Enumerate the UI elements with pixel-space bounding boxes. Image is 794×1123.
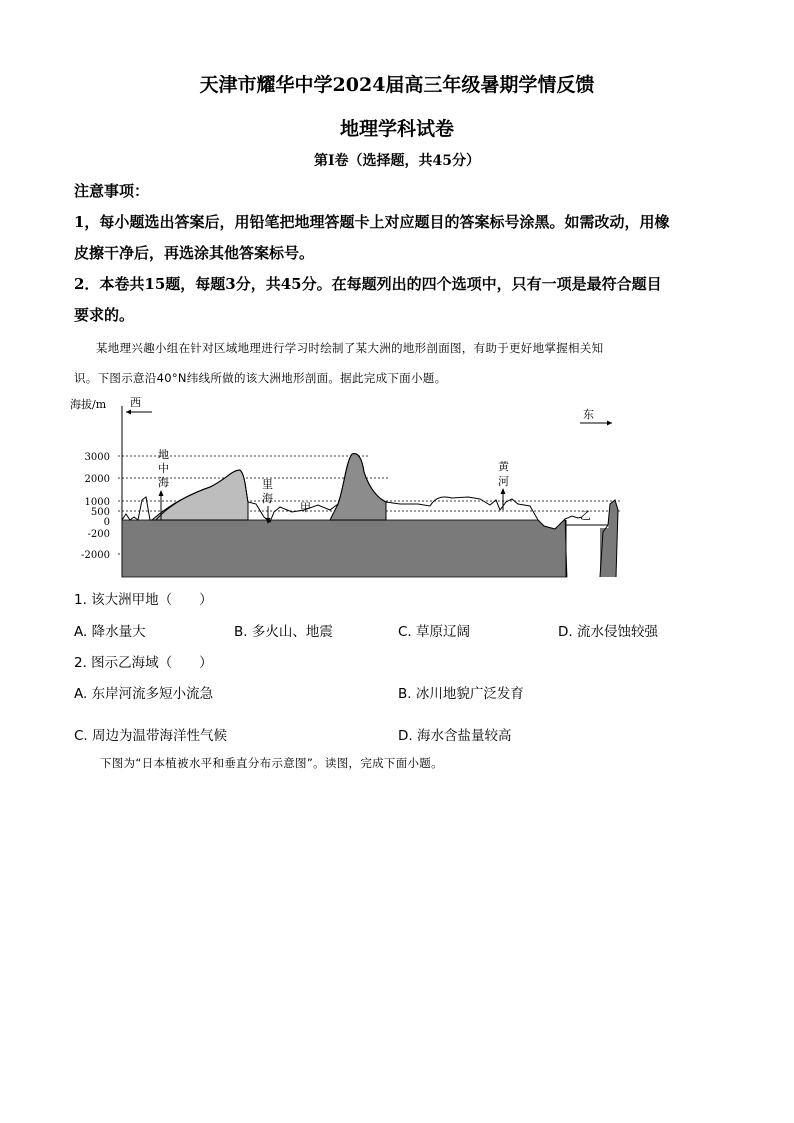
label-jia: 甲	[300, 501, 311, 514]
tick-minus-2000: -2000	[81, 550, 110, 561]
tick-minus-200: -200	[87, 529, 110, 540]
note-2-line-2: 要求的。	[74, 306, 135, 324]
label-caspian-1: 里	[262, 478, 273, 491]
label-mediterranean-2: 中	[158, 462, 169, 475]
section-heading: 第I卷（选择题，共45分）	[313, 153, 481, 169]
note-1-line-2: 皮擦干净后，再选涂其他答案标号。	[74, 244, 315, 262]
central-mountain	[330, 454, 386, 520]
west-label: 西	[130, 396, 141, 409]
q2-option-b: B. 冰川地貌广泛发育	[398, 686, 524, 702]
east-label: 东	[583, 408, 594, 421]
exam-title: 天津市耀华中学2024届高三年级暑期学情反馈	[199, 74, 595, 96]
tick-1000: 1000	[84, 497, 110, 508]
question-1-stem: 1. 该大洲甲地（ ）	[74, 592, 213, 608]
q2-option-d: D. 海水含盐量较高	[398, 728, 512, 744]
q1-option-a: A. 降水量大	[74, 624, 146, 640]
intro-line-1: 某地理兴趣小组在针对区域地理进行学习时绘制了某大洲的地形剖面图，有助于更好地掌握相关知	[96, 341, 604, 355]
label-mediterranean-3: 海	[158, 476, 169, 489]
mediterranean-arrow-head	[159, 490, 164, 496]
terrain-profile-figure	[60, 392, 640, 582]
subsurface-block	[122, 519, 567, 577]
note-2-line-1: 2．本卷共15题，每题3分，共45分。在每题列出的四个选项中，只有一项是最符合题目	[74, 275, 662, 293]
y-axis-label: 海拔/m	[70, 398, 107, 411]
tick-500: 500	[90, 507, 110, 518]
tick-2000: 2000	[84, 474, 110, 485]
question-2-stem: 2. 图示乙海域（ ）	[74, 655, 213, 671]
q1-option-b: B. 多火山、地震	[234, 624, 333, 640]
q1-option-c: C. 草原辽阔	[398, 624, 471, 640]
label-yi: 乙	[580, 509, 591, 522]
label-caspian-2: 海	[262, 492, 273, 505]
west-arrow-head	[126, 410, 131, 415]
q2-option-c: C. 周边为温带海洋性气候	[74, 728, 228, 744]
label-yellow-river-1: 黄	[498, 460, 509, 473]
note-1-line-1: 1，每小题选出答案后，用铅笔把地理答题卡上对应题目的答案标号涂黑。如需改动，用橡	[74, 213, 670, 231]
tick-0: 0	[103, 517, 110, 528]
intro-line-2: 识。下图示意沿40°N纬线所做的该大洲地形剖面。据此完成下面小题。	[74, 371, 447, 385]
notes-heading: 注意事项：	[74, 182, 150, 200]
next-figure-intro: 下图为“日本植被水平和垂直分布示意图”。读图，完成下面小题。	[100, 756, 443, 770]
label-yellow-river-2: 河	[498, 475, 509, 488]
label-mediterranean-1: 地	[158, 448, 169, 461]
q1-option-d: D. 流水侵蚀较强	[558, 624, 658, 640]
q2-option-a: A. 东岸河流多短小流急	[74, 686, 214, 702]
yellow-river-arrow-head	[501, 488, 506, 494]
tick-3000: 3000	[84, 452, 110, 463]
east-arrow-head	[607, 421, 612, 426]
exam-subtitle: 地理学科试卷	[339, 118, 454, 140]
